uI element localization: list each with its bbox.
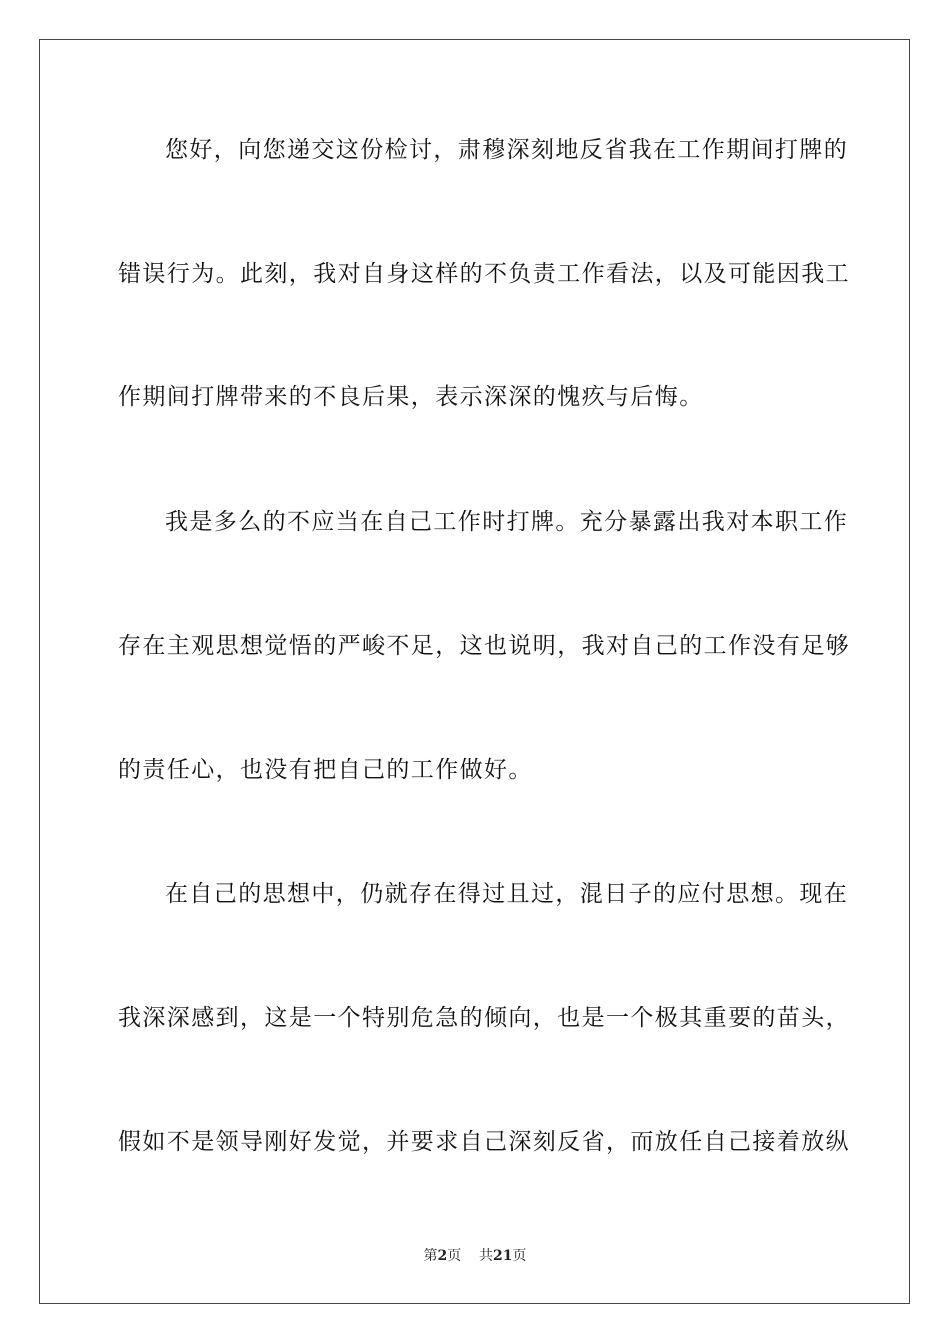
paragraph-1-line-2: 错误行为。此刻，我对自身这样的不负责工作看法，以及可能因我工	[118, 261, 850, 287]
paragraph-1-line-1: 您好，向您递交这份检讨，肃穆深刻地反省我在工作期间打牌的	[165, 137, 849, 163]
paragraph-3-line-3: 假如不是领导刚好发觉，并要求自己深刻反省，而放任自己接着放纵	[118, 1129, 850, 1155]
page-suffix: 页	[447, 1248, 462, 1264]
page-footer	[0, 1247, 950, 1265]
total-pages: 21	[493, 1248, 513, 1264]
paragraph-2-line-3: 的责任心，也没有把自己的工作做好。	[118, 757, 533, 783]
paragraph-2-line-1: 我是多么的不应当在自己工作时打牌。充分暴露出我对本职工作	[165, 509, 849, 535]
total-prefix: 共	[479, 1248, 494, 1264]
total-suffix: 页	[512, 1248, 527, 1264]
paragraph-2-line-2: 存在主观思想觉悟的严峻不足，这也说明，我对自己的工作没有足够	[118, 633, 850, 659]
paragraph-1-line-3: 作期间打牌带来的不良后果，表示深深的愧疚与后悔。	[118, 384, 704, 410]
page-border	[39, 39, 910, 1304]
page-prefix: 第	[423, 1248, 438, 1264]
paragraph-3-line-1: 在自己的思想中，仍就存在得过且过，混日子的应付思想。现在	[165, 881, 849, 907]
paragraph-3-line-2: 我深深感到，这是一个特别危急的倾向，也是一个极其重要的苗头，	[118, 1005, 850, 1031]
page-number: 2	[437, 1248, 448, 1264]
